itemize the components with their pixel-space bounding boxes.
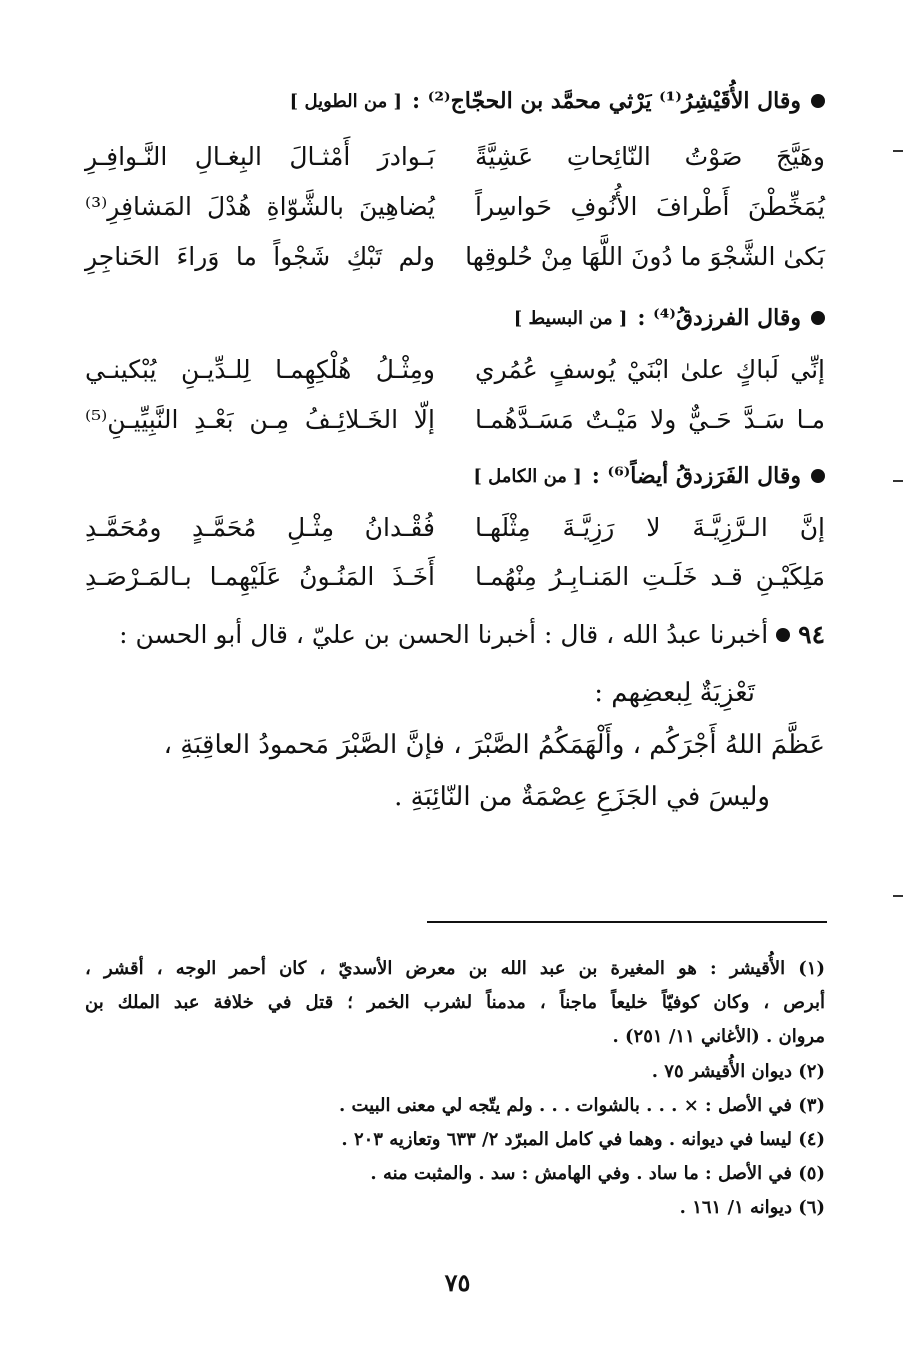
section-3-meter: [ من الكامل ] [473,465,582,487]
footnote-2: (٢) ديوان الأُقيشر ٧٥ . [651,1061,825,1082]
page-number: ٧٥ [444,1268,471,1297]
verse-hemistich-second: ومِثْـلُ هُلْكِهِمـا لِلـدِّيـنِ يُبْكينـي [85,355,435,384]
footnote-5: (٥) في الأصل : ما ساد . وفي الهامش : سد . والمثبت منه . [370,1163,825,1184]
bullet-icon [811,94,825,108]
report-isnad: أخبرنا عبدُ الله ، قال : أخبرنا الحسن بن عليّ ، قال أبو الحسن : [119,620,769,649]
verse-hemistich-first: مـا سَـدَّ حَـيٌّ ولا مَيْـتٌ مَسَـدَّهُمـا [475,405,825,434]
footnote-6: (٦) ديوانه ١/ ١٦١ . [679,1197,825,1218]
verse-hemistich-first: إنِّي لَباكٍ علىٰ ابْنَيْ يُوسفٍ عُمُري [475,355,825,384]
report-number: ٩٤ [798,620,825,649]
section-3-intro [473,463,825,489]
footnote-3: (٣) في الأصل : × . . . بالشوات . . . ولم يتّجه لي معنى البيت . [338,1095,825,1116]
verse-hemistich-second: بَـوادرَ أَمْثـالَ البِغـالِ النَّـوافِـرِ [85,142,435,171]
verse-hemistich-first: مَلِكَيْـنِ قـد خَلَـتِ المَنـابِـرُ مِنْهُمـا [475,562,825,591]
bullet-icon [811,469,825,483]
report-body-line-2: وليسَ في الجَزَعِ عِصْمَةٌ من النّائِبَةِ . [394,782,770,812]
footnote-1-line-2: أبرص ، وكان كوفيّاً خليعاً ماجناً ، مدمناً لشرب الخمر ؛ قتل في خلافة عبد الملك بن [85,992,825,1013]
section-1-intro-text: وقال الأُقَيْشِرُ⁽¹⁾ يَرْثي محمَّد بن الحجّاج⁽²⁾ : [412,88,801,114]
section-1-intro [290,88,825,114]
verse-hemistich-second: إلّا الخَـلائِـفُ مِـن بَعْـدِ النَّبِيِّيـنِ⁽⁵⁾ [85,405,435,434]
verse-hemistich-first: بَكىٰ الشَّجْوَ ما دُونَ اللَّهَا مِنْ حُلوقِها [465,242,825,271]
report-header [119,620,825,649]
footnote-1-line-3: مروان . (الأغاني ١١/ ٢٥١) . [612,1026,825,1047]
verse-hemistich-first: إنَّ الـرَّزِيَّـةَ لا رَزِيَّـةَ مِثْلَهـا [475,513,825,542]
section-2-intro [514,305,825,331]
section-2-intro-text: وقال الفرزدقُ⁽⁴⁾ : [637,305,801,331]
verse-hemistich-second: أَخَـذَ المَنُـونُ عَلَيْهِمـا بـالمَـرْصَـدِ [85,562,435,591]
verse-hemistich-second: ولم تَبْكِ شَجْواً ما وَراءَ الحَناجِرِ [85,242,435,271]
verse-hemistich-second: يُضاهِينَ بالشَّوّاةِ هُدْلَ المَشافِرِ⁽³⁾ [85,192,435,221]
margin-mark [893,480,903,482]
verse-hemistich-first: يُمَخِّطْنَ أَطْرافَ الأُنُوفِ حَواسِراً [475,192,825,221]
margin-mark [893,895,903,897]
bullet-icon [776,628,790,642]
section-2-meter: [ من البسيط ] [513,307,628,329]
section-3-intro-text: وقال الفَرَزدقُ أيضاً⁽⁶⁾ : [591,463,801,489]
verse-hemistich-first: وهَيَّجَ صَوْتُ النّائِحاتِ عَشِيَّةً [475,142,825,171]
footnote-separator [427,921,827,923]
report-lead: تَعْزِيَةٌ لِبعضِهم : [594,678,755,708]
bullet-icon [811,311,825,325]
footnote-4: (٤) ليسا في ديوانه . وهما في كامل المبرّد ٢/ ٦٣٣ وتعازيه ٢٠٣ . [341,1129,825,1150]
margin-mark [893,150,903,152]
verse-hemistich-second: فُقْـدانُ مِثْـلِ مُحَمَّـدٍ ومُحَمَّـدِ [85,513,435,542]
footnote-1-line-1: (١) الأُقيشر : هو المغيرة بن عبد الله بن معرض الأسديّ ، كان أحمر الوجه ، أقشر ، [85,958,825,979]
section-1-meter: [ من الطويل ] [289,90,403,112]
report-body-line-1: عَظَّمَ اللهُ أَجْرَكُم ، وأَلْهَمَكُمُ الصَّبْرَ ، فإنَّ الصَّبْرَ مَحمودُ العاقِبَةِ ، [163,730,825,760]
